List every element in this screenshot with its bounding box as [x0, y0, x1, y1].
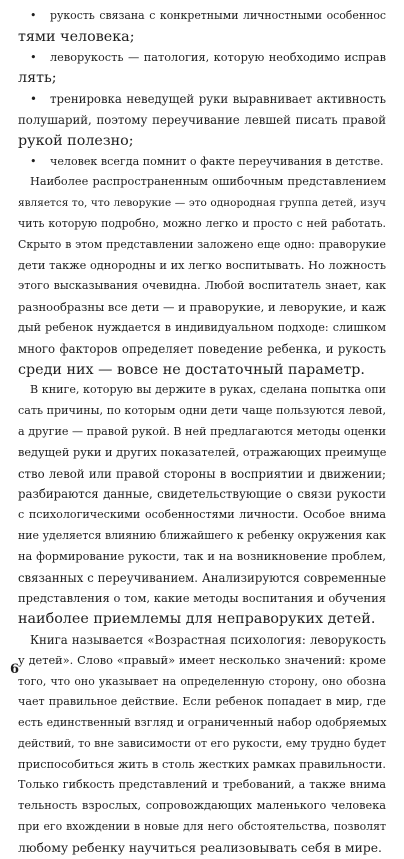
text-line — [18, 817, 386, 838]
bullet-marker: • — [30, 50, 37, 64]
line-text: дети также однородны и их легко воспитывать. Но ложность — [18, 258, 386, 272]
line-text: ние уделяется влиянию ближайшего к ребенку окружения как — [18, 528, 386, 542]
bullet-marker: • — [30, 92, 37, 107]
text-line — [18, 838, 386, 859]
text-line — [18, 172, 386, 193]
body-text — [18, 6, 386, 859]
text-line — [18, 464, 386, 485]
text-line — [18, 214, 386, 235]
text-line — [18, 318, 386, 339]
line-text: ство левой или правой стороны в восприятии и движении; — [18, 466, 386, 481]
text-line — [18, 443, 386, 464]
line-text: Наиболее распространенным ошибочным представлением — [30, 175, 386, 189]
text-line — [18, 297, 386, 318]
line-text: чает правильное действие. Если ребенок попадает в мир, где — [18, 695, 386, 709]
line-text: разбираются данные, свидетельствующие о связи рукости — [18, 487, 386, 502]
text-line — [18, 193, 386, 214]
text-line — [18, 484, 386, 505]
line-text: представления о том, какие методы воспитания и обучения — [18, 591, 386, 606]
page-number: 6 — [10, 662, 20, 677]
line-text: ведущей руки и других показателей, отражающих преимуще — [18, 445, 387, 459]
line-text: среди них — вовсе не достаточный параметр. — [18, 361, 365, 378]
text-line — [18, 630, 386, 651]
text-line — [18, 588, 386, 609]
line-text: тями человека; — [18, 28, 135, 45]
bullet-marker: • — [30, 154, 37, 168]
line-text: тельность взрослых, сопровождающих маленького человека — [18, 799, 386, 813]
line-text: любому ребенку научиться реализовывать себя в мире. — [18, 840, 382, 855]
line-text: является то, что леворукие — это однородная группа детей, изуч — [18, 197, 386, 210]
text-line — [18, 775, 386, 796]
text-line — [18, 380, 386, 401]
line-text: дый ребенок нуждается в индивидуальном подходе: слишком — [18, 320, 386, 334]
line-text: на формирование рукости, так и на возникновение проблем, — [18, 549, 386, 563]
text-line — [18, 110, 386, 131]
line-text: а другие — правой рукой. В ней предлагаются методы оценки — [18, 424, 386, 438]
line-text: рукой полезно; — [18, 132, 134, 149]
text-line — [18, 526, 386, 547]
line-text: приспособиться жить в столь жестких рамках правильности. — [18, 757, 386, 771]
text-line — [18, 547, 386, 568]
line-text: Скрыто в этом представлении заложено еще одно: праворукие — [18, 237, 386, 251]
line-text: этого высказывания очевидна. Любой воспитатель знает, как — [18, 279, 386, 293]
text-line — [18, 401, 386, 422]
text-line — [18, 672, 386, 693]
line-text: у детей». Слово «правый» имеет несколько значений: кроме — [18, 653, 386, 667]
text-line — [18, 339, 386, 360]
line-text: человек всегда помнит о факте переучивания в детстве. — [50, 154, 384, 168]
text-line — [18, 235, 386, 256]
text-line — [18, 131, 386, 152]
text-line — [18, 796, 386, 817]
line-text: много факторов определяет поведение ребенка, и рукость — [18, 341, 386, 356]
line-text: с психологическими особенностями личности. Особое внима — [18, 508, 386, 522]
line-text: В книге, которую вы держите в руках, сделана попытка опи — [30, 383, 386, 397]
line-text: того, что оно указывает на определенную сторону, оно обозна — [18, 674, 386, 688]
line-text: лять; — [18, 70, 57, 87]
line-text: наиболее приемлемы для неправоруких детей. — [18, 611, 376, 628]
text-line — [18, 68, 386, 89]
line-text: чить которую подробно, можно легко и просто с ней работать. — [18, 216, 386, 230]
text-line — [18, 505, 386, 526]
bullet-line — [18, 6, 386, 27]
text-line — [18, 609, 386, 630]
text-line — [18, 360, 386, 381]
line-text: леворукость — патология, которую необходимо исправ — [50, 50, 386, 64]
text-line — [18, 713, 386, 734]
text-line — [18, 755, 386, 776]
line-text: сать причины, по которым одни дети чаще пользуются левой, — [18, 404, 386, 418]
text-line — [18, 651, 386, 672]
line-text: тренировка неведущей руки выравнивает активность — [50, 92, 386, 107]
text-line — [18, 734, 386, 755]
line-text: действий, то вне зависимости от его рукости, ему трудно будет — [18, 736, 387, 750]
line-text: Только гибкость представлений и требований, а также внима — [18, 778, 386, 792]
bullet-line — [18, 89, 386, 110]
bullet-line — [18, 48, 386, 69]
line-text: рукость связана с конкретными личностными особеннос — [50, 9, 386, 22]
text-line — [18, 692, 386, 713]
line-text: есть единственный взгляд и ограниченный набор одобряемых — [18, 716, 387, 730]
bullet-line — [18, 152, 386, 173]
text-line — [18, 422, 386, 443]
line-text: связанных с переучиванием. Анализируются современные — [18, 570, 386, 585]
line-text: разнообразны все дети — и праворукие, и леворукие, и каж — [18, 300, 386, 315]
text-line — [18, 568, 386, 589]
line-text: Книга называется «Возрастная психология: леворукость — [30, 632, 386, 647]
bullet-marker: • — [30, 9, 37, 22]
text-line — [18, 256, 386, 277]
text-line — [18, 276, 386, 297]
line-text: при его вхождении в новые для него обстоятельства, позволят — [18, 820, 386, 834]
line-text: полушарий, поэтому переучивание левшей писать правой — [18, 112, 386, 127]
text-line — [18, 27, 386, 48]
